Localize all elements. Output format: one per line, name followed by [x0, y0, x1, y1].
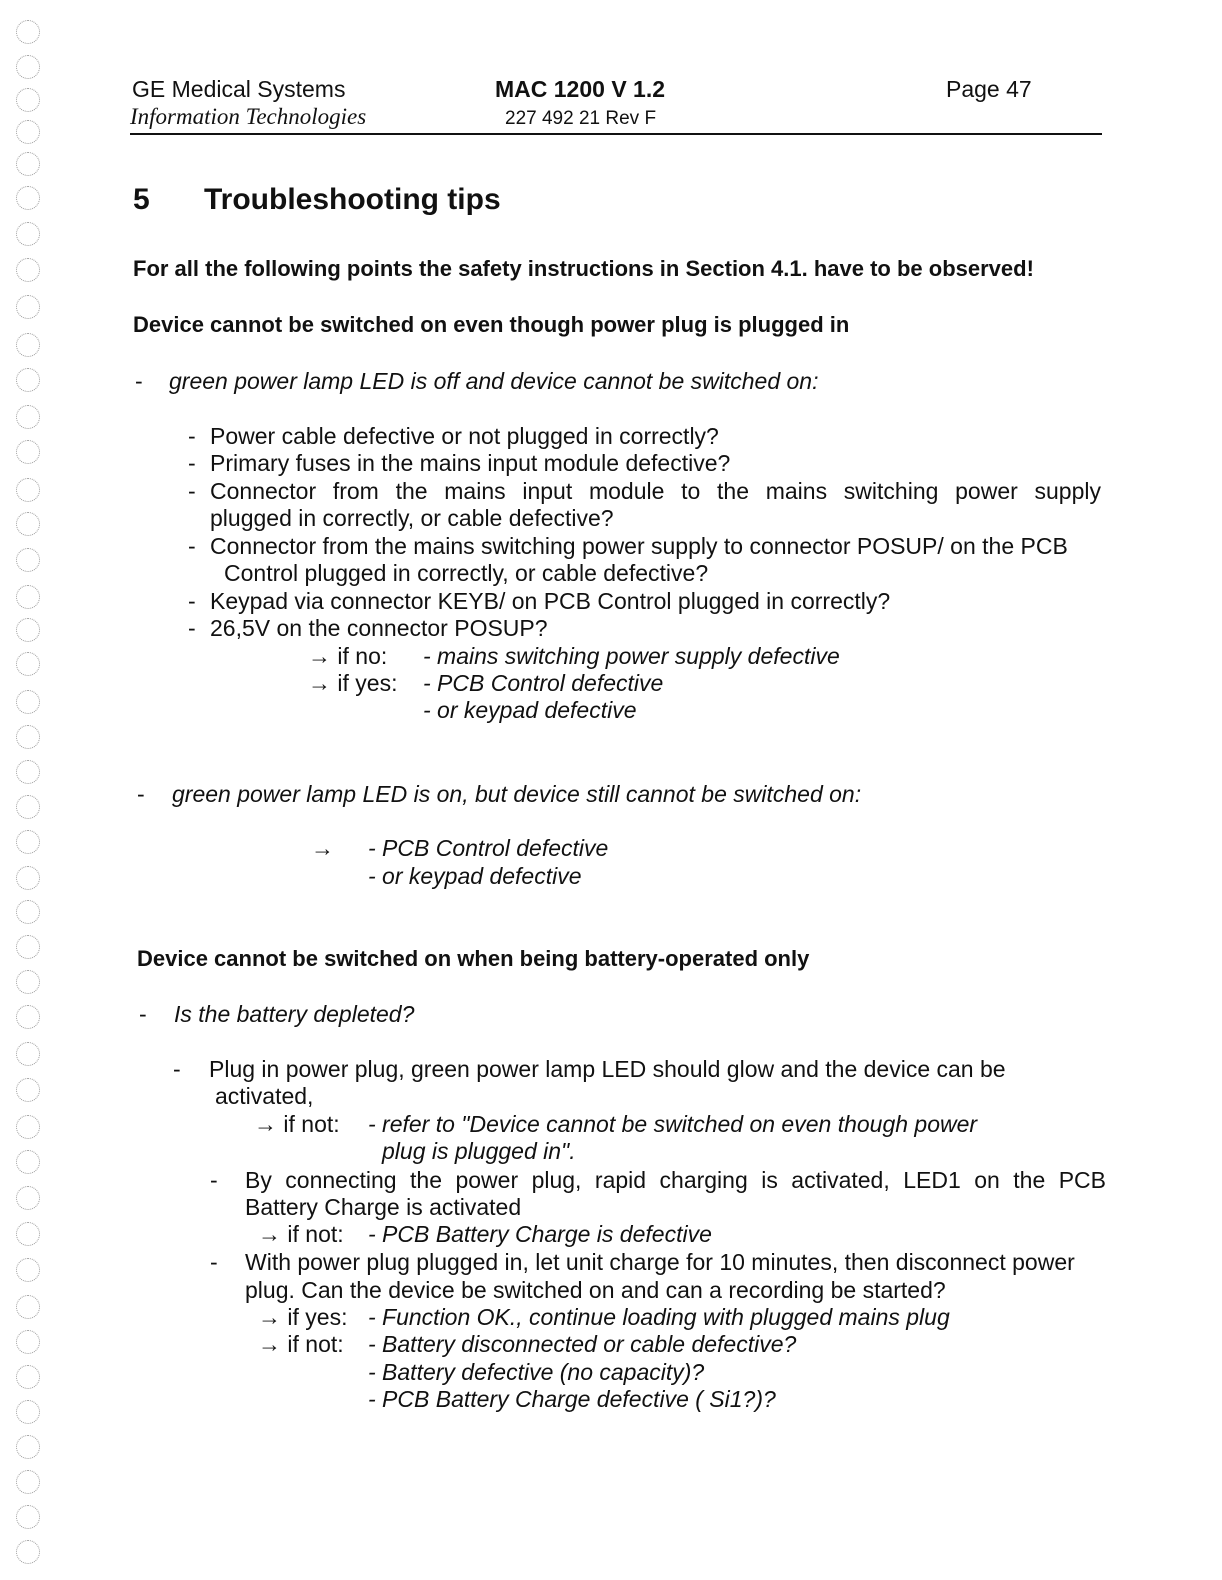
case1-item: Power cable defective or not plugged in correctly? — [210, 423, 719, 449]
header-product: MAC 1200 V 1.2 — [495, 76, 666, 102]
header-company: GE Medical Systems — [132, 76, 346, 102]
case1-item: Primary fuses in the mains input module defective? — [210, 450, 731, 476]
case1-bullet: - — [188, 478, 196, 504]
step1-if-not-result: - refer to "Device cannot be switched on even though power — [368, 1111, 978, 1137]
step3-if-not-result: - PCB Battery Charge defective ( Si1?)? — [368, 1386, 776, 1412]
part2-heading: Device cannot be switched on when being battery-operated only — [137, 946, 810, 971]
case1-bullet: - — [188, 423, 196, 449]
case1-item-cont: Control plugged in correctly, or cable defective? — [224, 560, 709, 586]
step2-line1: By connecting the power plug, rapid charging is activated, LED1 on the PCB — [245, 1167, 1106, 1193]
case1-item: Keypad via connector KEYB/ on PCB Control plugged in correctly? — [210, 588, 891, 614]
case2-result: - PCB Control defective — [368, 835, 609, 861]
case1-item-cont: plugged in correctly, or cable defective? — [210, 505, 614, 531]
case1-item: Connector from the mains switching power supply to connector POSUP/ on the PCB — [210, 533, 1068, 559]
case1-bullet: - — [188, 615, 196, 641]
step1-line2: activated, — [215, 1083, 314, 1109]
step3-if-not-result: - Battery disconnected or cable defective? — [368, 1331, 797, 1357]
case1-dash: - — [135, 368, 143, 394]
case2-dash: - — [137, 781, 145, 807]
part1-heading: Device cannot be switched on even though power plug is plugged in — [133, 312, 850, 337]
step3-if-not-result: - Battery defective (no capacity)? — [368, 1359, 705, 1385]
step3-if-not-label: → if not: — [258, 1331, 344, 1357]
case1-text: green power lamp LED is off and device cannot be switched on: — [169, 368, 819, 394]
punch-holes — [16, 0, 56, 1580]
header-doc-number: 227 492 21 Rev F — [505, 108, 657, 129]
section-title: Troubleshooting tips — [204, 183, 501, 216]
case1-bullet: - — [188, 588, 196, 614]
header-rule — [130, 133, 1102, 135]
section-number: 5 — [133, 183, 150, 216]
step2-line2: Battery Charge is activated — [245, 1194, 522, 1220]
case1-if-yes-label: → if yes: — [308, 670, 398, 696]
case1-if-no-label: → if no: — [308, 643, 388, 669]
part2-question: Is the battery depleted? — [174, 1001, 415, 1027]
case1-bullet: - — [188, 533, 196, 559]
step1-if-not-label: → if not: — [254, 1111, 340, 1137]
step1-bullet: - — [173, 1056, 181, 1082]
header-division: Information Technologies — [130, 104, 367, 129]
step1-line1: Plug in power plug, green power lamp LED should glow and the device can be — [209, 1056, 1006, 1082]
case1-item: 26,5V on the connector POSUP? — [210, 615, 548, 641]
case1-if-no-result: - mains switching power supply defective — [423, 643, 840, 669]
step2-if-not-label: → if not: — [258, 1221, 344, 1247]
step3-if-yes-label: → if yes: — [258, 1304, 348, 1330]
step3-if-yes-result: - Function OK., continue loading with plugged mains plug — [368, 1304, 950, 1330]
case2-arrow: → — [311, 835, 334, 861]
case2-text: green power lamp LED is on, but device still cannot be switched on: — [172, 781, 862, 807]
case1-bullet: - — [188, 450, 196, 476]
case1-item: Connector from the mains input module to the mains switching power supply — [210, 478, 1101, 504]
step3-line1: With power plug plugged in, let unit charge for 10 minutes, then disconnect power — [245, 1249, 1075, 1275]
step3-bullet: - — [210, 1249, 218, 1275]
step2-bullet: - — [210, 1167, 218, 1193]
header-page-number: Page 47 — [946, 76, 1032, 102]
safety-note: For all the following points the safety instructions in Section 4.1. have to be observed! — [133, 256, 1034, 281]
step2-if-not-result: - PCB Battery Charge is defective — [368, 1221, 712, 1247]
case1-if-yes-result: - or keypad defective — [423, 697, 637, 723]
part2-dash: - — [139, 1001, 147, 1027]
step3-line2: plug. Can the device be switched on and can a recording be started? — [245, 1277, 946, 1303]
case1-if-yes-result: - PCB Control defective — [423, 670, 664, 696]
case2-result: - or keypad defective — [368, 863, 582, 889]
step1-if-not-result-cont: plug is plugged in". — [382, 1138, 576, 1164]
